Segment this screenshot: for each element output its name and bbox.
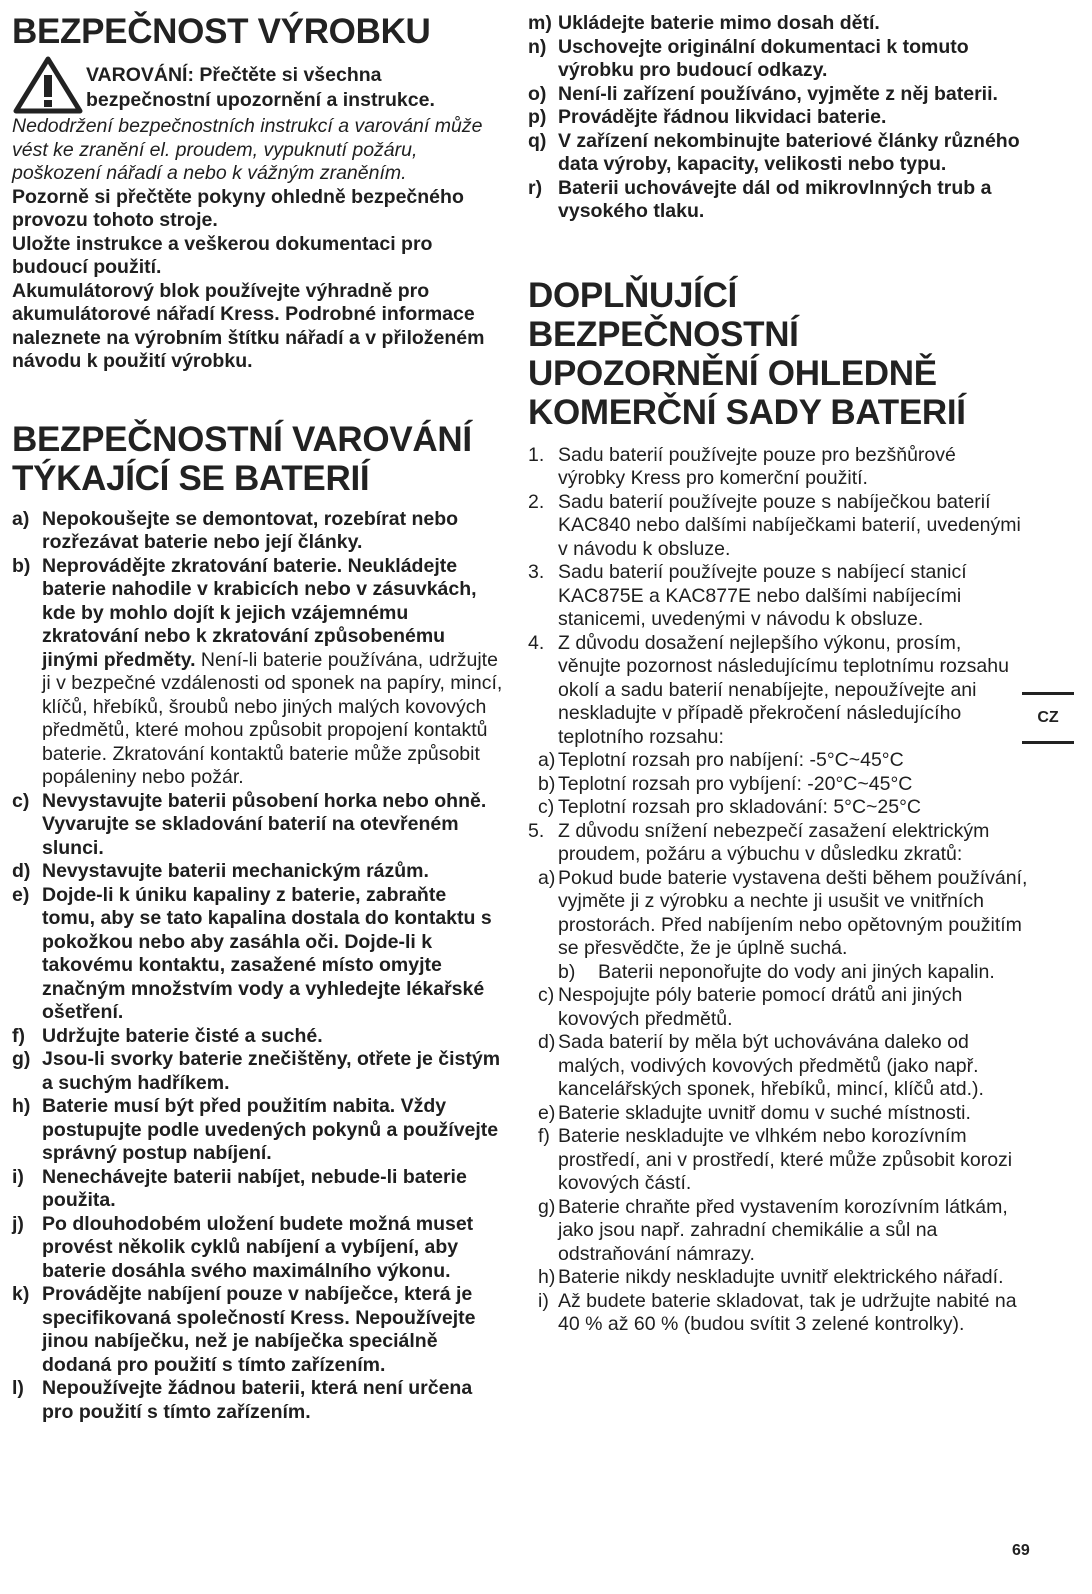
list-item: a) Nepokoušejte se demontovat, rozebírat nebo rozřezávat baterie nebo její články. xyxy=(12,507,459,553)
list-item: d) Nevystavujte baterii mechanickým rázům. xyxy=(12,860,429,882)
sub-item: c) Teplotní rozsah pro skladování: 5°C~25°C xyxy=(538,796,922,818)
section-title-commercial-battery: DOPLŇUJÍCÍ BEZPEČNOSTNÍ UPOZORNĚNÍ OHLEDNĚ KOMERČNÍ SADY BATERIÍ xyxy=(528,275,966,432)
sub-item: i) Až budete baterie skladovat, tak je udržujte nabité na 40 % až 60 % (budou svítit 3 zelené kontrolky). xyxy=(538,1289,1017,1335)
battery-warnings-list xyxy=(12,508,504,1425)
warning-block xyxy=(12,55,504,115)
list-item: m) Ukládejte baterie mimo dosah dětí. xyxy=(528,12,880,34)
list-item: g) Jsou-li svorky baterie znečištěny, otřete je čistým a suchým hadříkem. xyxy=(12,1048,501,1094)
list-item: q) V zařízení nekombinujte bateriové články různého data výroby, kapacity, velikosti nebo typu. xyxy=(528,129,1020,175)
warning-italic-note: Nedodržení bezpečnostních instrukcí a varování může vést ke zranění el. proudem, vypuknutí požáru, poškození nářadí a nebo k vážným zraněním. xyxy=(12,115,483,184)
numbered-item: 5. Z důvodu snížení nebezpečí zasažení elektrickým proudem, požáru a výbuchu v důsledku zkratů: xyxy=(528,819,990,865)
sub-item: f) Baterie neskladujte ve vlhkém nebo korozívním prostředí, ani v prostředí, které může způsobit korozi kovových částí. xyxy=(538,1125,1013,1194)
sub-item: b) Teplotní rozsah pro vybíjení: -20°C~45°C xyxy=(538,772,913,795)
list-item: l) Nepoužívejte žádnou baterii, která není určena pro použití s tímto zařízením. xyxy=(12,1377,473,1423)
numbered-item: 3. Sadu baterií používejte pouze s nabíjecí stanicí KAC875E a KAC877E nebo dalšími nabíjecími stanicemi, uvedenými v návodu k obsluze. xyxy=(528,561,967,630)
list-item: b) Neprovádějte zkratování baterie. Neukládejte baterie nahodile v krabicích nebo v zásuvkách, kde by mohlo dojít k jejich vzájemnému zkratování nebo k zkratování způsobenému jinými předměty. Není-li baterie používána, udržujte ji v bezpečné vzdálenosti od sponek na papíry, mincí, klíčů, hřebíků, šroubů nebo jiných malých kovových předmětů, které mohou způsobit propojení kontaktů baterie. Zkratování kontaktů baterie může způsobit popáleniny nebo požár. xyxy=(12,554,503,788)
numbered-item: 1. Sadu baterií používejte pouze pro bezšňůrové výrobky Kress pro komerční použití. xyxy=(528,443,956,489)
list-item: p) Provádějte řádnou likvidaci baterie. xyxy=(528,106,887,128)
language-tab: CZ xyxy=(1022,692,1074,744)
numbered-item: 4. Z důvodu dosažení nejlepšího výkonu, prosím, věnujte pozornost následujícímu teplotnímu rozsahu okolí a sadu baterií nenabíjejte, nepoužívejte ani neskladujte v případě překročení následujícího teplotního rozsahu: xyxy=(528,631,1009,748)
list-item: e) Dojde-li k úniku kapaliny z baterie, zabraňte tomu, aby se tato kapalina dostala do kontaktu s pokožkou nebo aby zasáhla oči. Dojde-li k takovému kontaktu, zasažené místo omyjte značným množstvím vody a vyhledejte lékařské ošetření. xyxy=(12,883,492,1023)
sub-item: h) Baterie nikdy neskladujte uvnitř elektrického nářadí. xyxy=(538,1266,1004,1288)
right-column xyxy=(528,0,1028,1337)
left-column xyxy=(12,0,504,1424)
sub-item: d) Sada baterií by měla být uchovávána daleko od malých, vodivých kovových předmětů (jako např. kancelářských sponek, hřebíků, mincí, klíčů atd.). xyxy=(538,1031,984,1100)
list-item: h) Baterie musí být před použitím nabita. Vždy postupujte podle uvedených pokynů a používejte správný postup nabíjení. xyxy=(12,1095,499,1164)
sub-item: b) Baterii neponořujte do vody ani jiných kapalin. xyxy=(558,960,995,983)
list-item: r) Baterii uchovávejte dál od mikrovlnných trub a vysokého tlaku. xyxy=(528,176,992,222)
list-item: j) Po dlouhodobém uložení budete možná muset provést několik cyklů nabíjení a vybíjení, aby baterie dosáhla svého maximálního výkonu. xyxy=(12,1212,474,1282)
sub-item: c) Nespojujte póly baterie pomocí drátů ani jiných kovových předmětů. xyxy=(538,984,963,1030)
sub-item: e) Baterie skladujte uvnitř domu v suché místnosti. xyxy=(538,1101,971,1124)
list-item: k) Provádějte nabíjení pouze v nabíječce, která je specifikovaná společností Kress. Nepoužívejte jinou nabíječku, než je nabíječka speciálně dodaná pro použití s tímto zařízením. xyxy=(12,1283,476,1376)
paragraph-read-instructions: Pozorně si přečtěte pokyny ohledně bezpečného provozu tohoto stroje. xyxy=(12,185,464,231)
paragraph-battery-use: Akumulátorový blok používejte výhradně pro akumulátorové nářadí Kress. Podrobné informace naleznete na výrobním štítku nářadí a v přiloženém návodu k použití výrobku. xyxy=(12,279,485,372)
list-item: c) Nevystavujte baterii působení horka nebo ohně. Vyvarujte se skladování baterií na otevřeném slunci. xyxy=(12,789,487,859)
list-item: n) Uschovejte originální dokumentaci k tomuto výrobku pro budoucí odkazy. xyxy=(528,35,969,81)
page-number: 69 xyxy=(1012,1542,1030,1559)
list-item: i) Nenechávejte baterii nabíjet, nebude-li baterie použita. xyxy=(12,1165,467,1211)
sub-item: a) Pokud bude baterie vystavena dešti během používání, vyjměte ji z výrobku a nechte ji usušit ve vnitřních prostorách. Před nabíjením nebo opětovným použitím se přesvědčte, že je úplně suchá. xyxy=(538,866,1028,959)
commercial-battery-list xyxy=(528,444,1028,1337)
sub-item: a) Teplotní rozsah pro nabíjení: -5°C~45°C xyxy=(538,749,904,771)
sub-item: g) Baterie chraňte před vystavením korozívním látkám, jako jsou např. zahradní chemikálie a sůl na odstraňování námrazy. xyxy=(538,1195,1008,1265)
battery-warnings-list-continued xyxy=(528,12,1028,224)
warning-triangle-icon xyxy=(12,55,84,115)
list-item: f) Udržujte baterie čisté a suché. xyxy=(12,1024,323,1047)
warning-text: VAROVÁNÍ: Přečtěte si všechna bezpečnostní upozornění a instrukce. xyxy=(86,64,435,111)
numbered-item: 2. Sadu baterií používejte pouze s nabíječkou baterií KAC840 nebo dalšími nabíječkami baterií, uvedenými v návodu k obsluze. xyxy=(528,490,1021,560)
paragraph-keep-instructions: Uložte instrukce a veškerou dokumentaci pro budoucí použití. xyxy=(12,232,433,278)
section-title-product-safety: BEZPEČNOST VÝROBKU xyxy=(12,12,431,51)
list-item: o) Není-li zařízení používáno, vyjměte z něj baterii. xyxy=(528,82,998,105)
section-title-battery-warnings: BEZPEČNOSTNÍ VAROVÁNÍ TÝKAJÍCÍ SE BATERIÍ xyxy=(12,419,472,498)
